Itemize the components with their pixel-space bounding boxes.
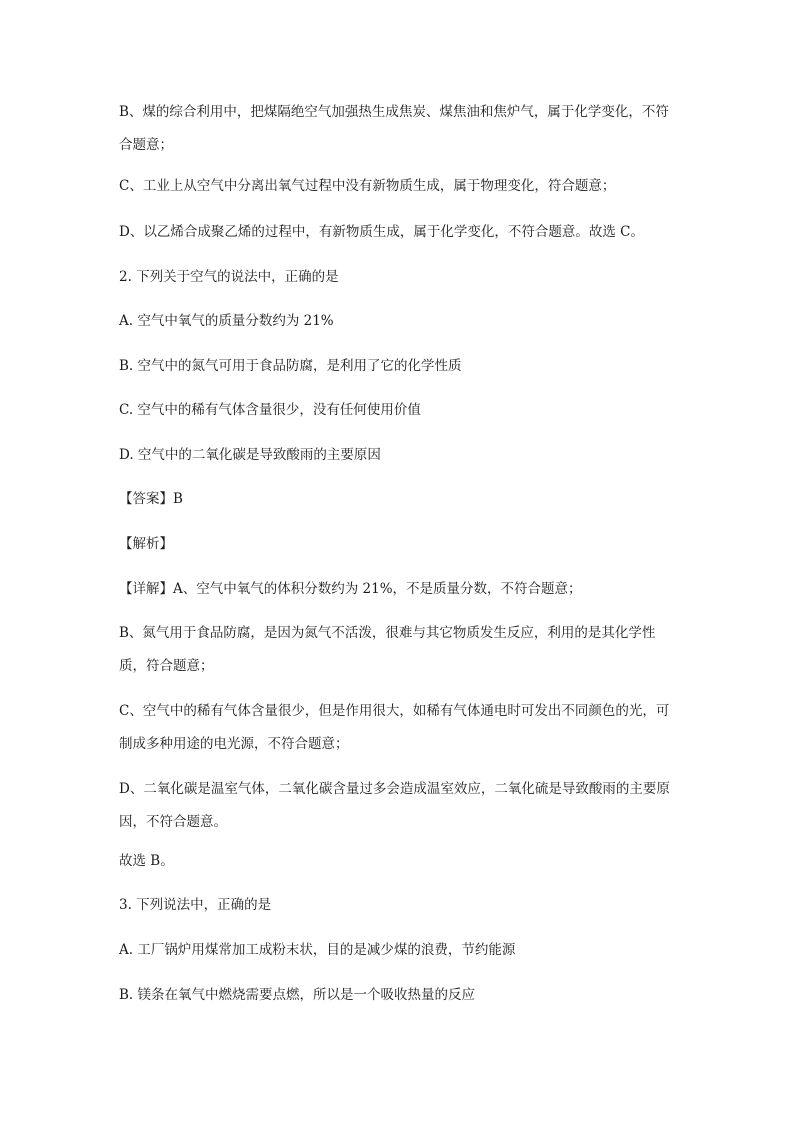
- question-2-option-a: A. 空气中氧气的质量分数约为 21%: [119, 313, 334, 329]
- question-2-option-b: B. 空气中的氮气可用于食品防腐，是利用了它的化学性质: [119, 358, 462, 374]
- conclusion: 故选 B。: [119, 853, 174, 869]
- question-3-option-a: A. 工厂锅炉用煤常加工成粉末状，目的是减少煤的浪费，节约能源: [119, 942, 516, 958]
- explanation-option-d: D、以乙烯合成聚乙烯的过程中，有新物质生成，属于化学变化，不符合题意。故选 C。: [119, 224, 644, 240]
- detail-option-c: C、空气中的稀有气体含量很少，但是作用很大，如稀有气体通电时可发出不同颜色的光，可制成多种用途的电光源，不符合题意；: [119, 703, 670, 752]
- detail-option-b: B、氮气用于食品防腐，是因为氮气不活泼，很难与其它物质发生反应，利用的是其化学性质，符合题意；: [119, 625, 656, 674]
- question-3-stem: 3. 下列说法中，正确的是: [119, 897, 272, 913]
- question-2-stem: 2. 下列关于空气的说法中，正确的是: [119, 269, 339, 285]
- detail-option-a: 【详解】A、空气中氧气的体积分数约为 21%，不是质量分数，不符合题意；: [119, 581, 582, 597]
- question-2-option-c: C. 空气中的稀有气体含量很少，没有任何使用价值: [119, 402, 421, 418]
- answer-label: 【答案】B: [119, 491, 183, 507]
- question-3-option-b: B. 镁条在氧气中燃烧需要点燃，所以是一个吸收热量的反应: [119, 987, 476, 1003]
- analysis-label: 【解析】: [119, 536, 173, 552]
- explanation-option-b: B、煤的综合利用中，把煤隔绝空气加强热生成焦炭、煤焦油和焦炉气，属于化学变化，不符合题意；: [119, 104, 669, 153]
- detail-option-d: D、二氧化碳是温室气体，二氧化碳含量过多会造成温室效应，二氧化硫是导致酸雨的主要原因，不符合题意。: [119, 781, 670, 830]
- question-2-option-d: D. 空气中的二氧化碳是导致酸雨的主要原因: [119, 447, 381, 463]
- explanation-option-c: C、工业上从空气中分离出氧气过程中没有新物质生成，属于物理变化，符合题意；: [119, 178, 616, 194]
